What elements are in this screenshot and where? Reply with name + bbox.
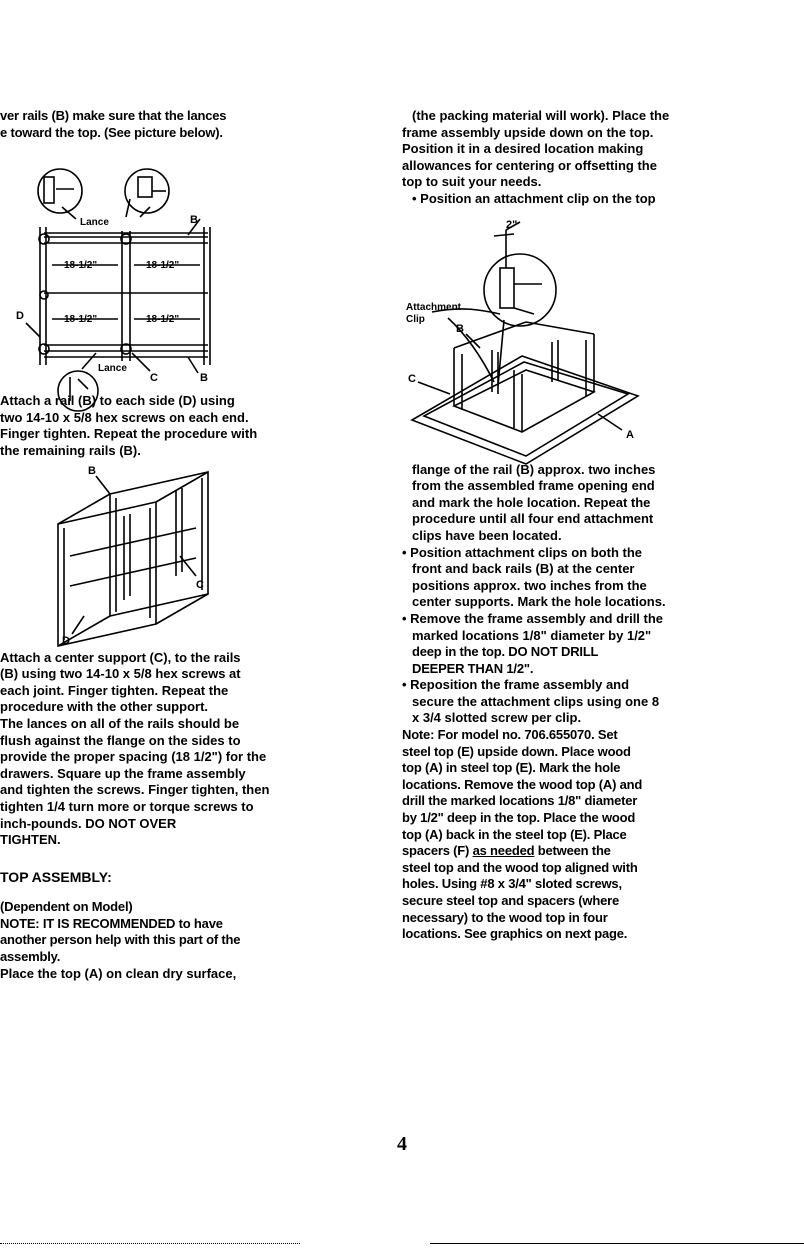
frame-assembly-diagram <box>0 466 300 646</box>
rails-step-line-3: Finger tighten. Repeat the procedure with <box>0 426 258 442</box>
fig2-label-c: C <box>196 578 204 591</box>
dim-4: 18-1/2" <box>146 314 180 326</box>
note-end-4: necessary) to the wood top in four <box>402 909 608 925</box>
rail-lance-diagram <box>0 147 300 387</box>
note-line-4: locations. Remove the wood top (A) and <box>402 776 643 792</box>
center-step-line-9: and tighten the screws. Finger tighten, then <box>0 782 270 798</box>
bullet2-line-4: center supports. Mark the hole locations. <box>412 594 666 610</box>
footer-rule-right <box>430 1243 804 1244</box>
label-b-top: B <box>190 214 198 227</box>
note-spacers-line <box>402 843 642 860</box>
label-lance-bottom: Lance <box>98 363 127 375</box>
place-top-line: Place the top (A) on clean dry surface, <box>0 965 237 981</box>
right-intro-line-4: allowances for centering or offsetting the <box>402 157 657 173</box>
center-step-line-7: provide the proper spacing (18 1/2") for the <box>0 749 267 765</box>
bullet1-cont-2: from the assembled frame opening end <box>412 478 655 494</box>
bullet3-line-3: deep in the top. DO NOT DRILL <box>412 644 599 660</box>
top-assembly-heading: TOP ASSEMBLY: <box>0 868 112 885</box>
dim-2: 18-1/2" <box>146 260 180 272</box>
attachment-clip-diagram <box>402 210 642 450</box>
rails-step-line-4: the remaining rails (B). <box>0 442 141 458</box>
rails-step-line-1: Attach a rail (B) to each side (D) using <box>0 393 235 409</box>
fig3-clip-label-2: Clip <box>406 313 425 325</box>
bullet1-cont-4: procedure until all four end attachment <box>412 511 654 527</box>
label-b-bottom: B <box>200 372 208 385</box>
center-step-line-1: Attach a center support (C), to the rails <box>0 649 241 665</box>
dim-1: 18-1/2" <box>64 260 98 272</box>
bullet1-cont-3: and mark the hole location. Repeat the <box>412 494 651 510</box>
bullet3-line-4: DEEPER THAN 1/2". <box>412 660 534 676</box>
bullet1-cont-5: clips have been located. <box>412 527 562 543</box>
fig2-label-b: B <box>88 464 96 477</box>
note-line-3: top (A) in steel top (E). Mark the hole <box>402 760 621 776</box>
fig2-label-d: D <box>62 634 70 647</box>
fig3-dim: 2" <box>506 218 518 231</box>
fig3-label-b: B <box>456 322 464 335</box>
center-step-line-12: TIGHTEN. <box>0 832 61 848</box>
right-intro-line-1: (the packing material will work). Place the <box>412 108 670 123</box>
right-column <box>402 108 670 943</box>
center-step-line-6: flush against the flange on the sides to <box>0 732 241 748</box>
center-step-line-8: drawers. Square up the frame assembly <box>0 765 246 781</box>
bullet1-line: • Position an attachment clip on the top <box>412 190 656 206</box>
bullet4-line-1: • Reposition the frame assembly and <box>402 677 630 693</box>
dim-3: 18-1/2" <box>64 314 98 326</box>
left-intro-line-1: ver rails (B) make sure that the lances <box>0 108 227 123</box>
footer-rule-left <box>0 1243 300 1244</box>
bullet4-line-3: x 3/4 slotted screw per clip. <box>412 710 582 726</box>
note-end-1: steel top and the wood top aligned with <box>402 859 638 875</box>
right-intro-line-3: Position it in a desired location making <box>402 141 644 157</box>
bullet4-line-2: secure the attachment clips using one 8 <box>412 693 660 709</box>
note-end-3: secure steel top and spacers (where <box>402 893 619 908</box>
page-number: 4 <box>397 1133 407 1155</box>
center-step-line-2: (B) using two 14-10 x 5/8 hex screws at <box>0 666 241 682</box>
note-spacers-pre: spacers (F) <box>402 843 473 859</box>
note-line-1: Note: For model no. 706.655070. Set <box>402 727 618 743</box>
fig3-clip-label-1: Attachment <box>406 301 462 313</box>
label-d: D <box>16 310 24 323</box>
recommend-line-3: assembly. <box>0 949 61 965</box>
note-spacers-underlined: as needed <box>472 843 535 859</box>
bullet1-cont-1: flange of the rail (B) approx. two inches <box>412 461 656 477</box>
recommend-line-2: another person help with this part of the <box>0 932 241 948</box>
note-end-2: holes. Using #8 x 3/4" sloted screws, <box>402 876 622 892</box>
note-line-6: by 1/2" deep in the top. Place the wood <box>402 810 636 826</box>
right-intro-line-2: frame assembly upside down on the top. <box>402 124 654 140</box>
left-column <box>0 108 300 982</box>
fig3-label-c: C <box>408 372 416 385</box>
right-intro-line-5: top to suit your needs. <box>402 174 542 190</box>
bullet2-line-1: • Position attachment clips on both the <box>402 544 643 560</box>
center-step-line-10: tighten 1/4 turn more or torque screws to <box>0 798 254 814</box>
left-intro-line-2: e toward the top. (See picture below). <box>0 124 223 140</box>
center-step-line-5: The lances on all of the rails should be <box>0 715 240 731</box>
rails-step-line-2: two 14-10 x 5/8 hex screws on each end. <box>0 409 249 425</box>
center-step-line-3: each joint. Finger tighten. Repeat the <box>0 682 229 698</box>
note-end-5: locations. See graphics on next page. <box>402 926 628 942</box>
bullet2-line-2: front and back rails (B) at the center <box>412 561 635 577</box>
fig3-label-a: A <box>626 428 634 441</box>
recommend-line-1: NOTE: IT IS RECOMMENDED to have <box>0 915 223 931</box>
note-line-2: steel top (E) upside down. Place wood <box>402 743 631 759</box>
center-step-line-4: procedure with the other support. <box>0 699 209 715</box>
bullet3-line-2: marked locations 1/8" diameter by 1/2" <box>412 627 652 643</box>
label-c: C <box>150 372 158 385</box>
note-spacers-post: between the <box>534 843 611 859</box>
model-note: (Dependent on Model) <box>0 899 133 915</box>
note-line-5: drill the marked locations 1/8" diameter <box>402 793 638 809</box>
bullet3-line-1: • Remove the frame assembly and drill the <box>402 610 664 626</box>
label-lance-top: Lance <box>80 217 109 229</box>
bullet2-line-3: positions approx. two inches from the <box>412 577 647 593</box>
center-step-line-11: inch-pounds. DO NOT OVER <box>0 815 177 831</box>
note-line-7: top (A) back in the steel top (E). Place <box>402 826 627 842</box>
